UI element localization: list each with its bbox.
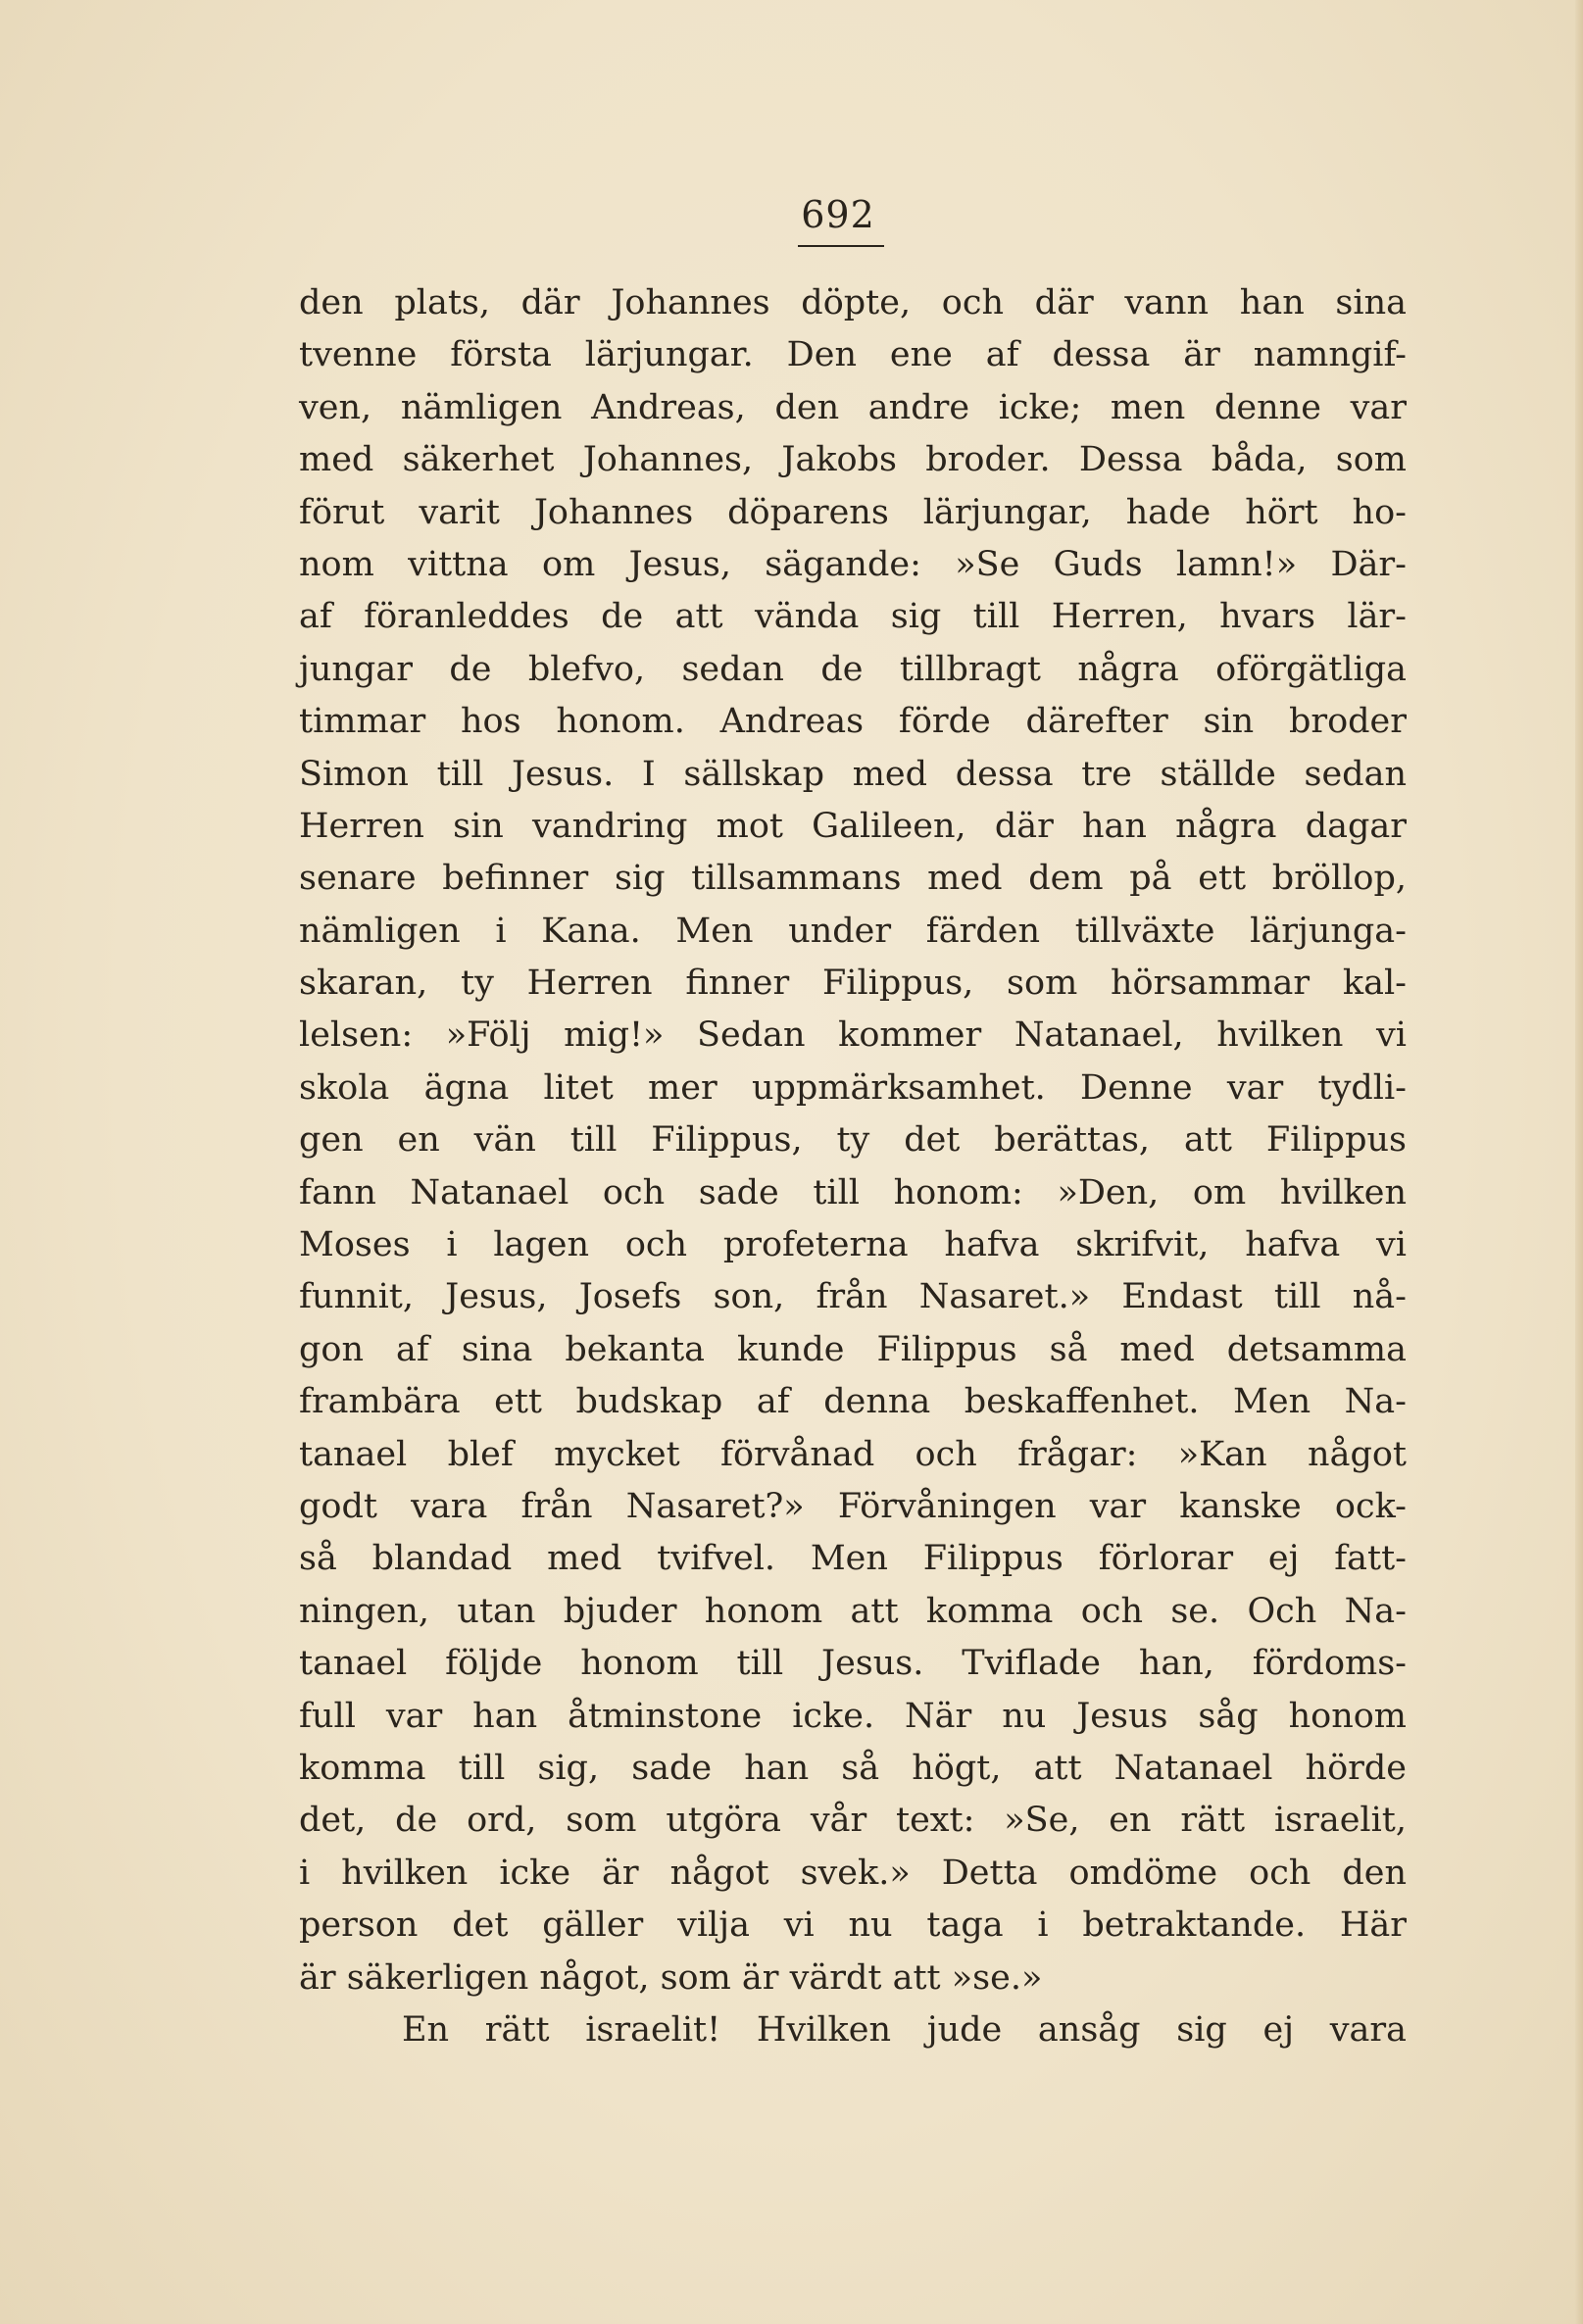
text-line: timmar hos honom. Andreas förde därefter sin broder <box>299 702 1407 742</box>
text-line: tanael blef mycket förvånad och frågar: »Kan något <box>299 1434 1407 1474</box>
text-line: tanael följde honom till Jesus. Tviflade han, fördoms- <box>299 1644 1407 1684</box>
text-line: fann Natanael och sade till honom: »Den, om hvilken <box>299 1172 1407 1212</box>
text-line: är säkerligen något, som är värdt att »se.» <box>299 1957 1043 1998</box>
text-line: af föranleddes de att vända sig till Herren, hvars lär- <box>299 597 1407 637</box>
text-line: tvenne första lärjungar. Den ene af dessa är namngif- <box>299 335 1407 375</box>
text-line: Herren sin vandring mot Galileen, där han några dagar <box>299 806 1407 846</box>
body-text <box>299 277 1407 2056</box>
text-line: jungar de blefvo, sedan de tillbragt några oförgätliga <box>299 649 1407 689</box>
text-line: den plats, där Johannes döpte, och där vann han sina <box>299 283 1407 322</box>
page-edge <box>1575 0 1583 2324</box>
page-number-rule <box>798 245 884 247</box>
text-line: skaran, ty Herren finner Filippus, som hörsammar kal- <box>299 964 1407 1004</box>
text-line: det, de ord, som utgöra vår text: »Se, en rätt israelit, <box>299 1801 1407 1841</box>
text-line: nom vittna om Jesus, sägande: »Se Guds lamn!» Där- <box>299 544 1407 584</box>
text-line: förut varit Johannes döparens lärjungar, hade hört ho- <box>299 492 1407 532</box>
text-line: funnit, Jesus, Josefs son, från Nasaret.» Endast till nå- <box>299 1277 1407 1317</box>
text-line: Moses i lagen och profeterna hafva skrifvit, hafva vi <box>299 1225 1407 1265</box>
page-number: 692 <box>801 193 875 236</box>
text-line: ningen, utan bjuder honom att komma och se. Och Na- <box>299 1591 1407 1631</box>
text-line: frambära ett budskap af denna beskaffenhet. Men Na- <box>299 1382 1407 1422</box>
text-line: så blandad med tvifvel. Men Filippus förlorar ej fatt- <box>299 1539 1407 1579</box>
text-line: person det gäller vilja vi nu taga i betraktande. Här <box>299 1905 1407 1946</box>
text-line: gen en vän till Filippus, ty det berättas, att Filippus <box>299 1120 1407 1161</box>
text-line: senare befinner sig tillsammans med dem på ett bröllop, <box>299 859 1407 899</box>
text-line: ven, nämligen Andreas, den andre icke; men denne var <box>299 387 1407 427</box>
text-line: godt vara från Nasaret?» Förvåningen var kanske ock- <box>299 1486 1407 1526</box>
text-line: med säkerhet Johannes, Jakobs broder. Dessa båda, som <box>299 440 1407 480</box>
text-line: komma till sig, sade han så högt, att Natanael hörde <box>299 1748 1407 1788</box>
text-line: i hvilken icke är något svek.» Detta omdöme och den <box>299 1853 1407 1893</box>
text-line: skola ägna litet mer uppmärksamhet. Denne var tydli- <box>299 1067 1407 1108</box>
text-line: En rätt israelit! Hvilken jude ansåg sig ej vara <box>402 2009 1407 2050</box>
text-line: full var han åtminstone icke. När nu Jesus såg honom <box>299 1696 1407 1736</box>
text-line: lelsen: »Följ mig!» Sedan kommer Natanael, hvilken vi <box>299 1015 1407 1056</box>
text-line: Simon till Jesus. I sällskap med dessa tre ställde sedan <box>299 754 1407 794</box>
text-line: gon af sina bekanta kunde Filippus så med detsamma <box>299 1329 1407 1369</box>
text-line: nämligen i Kana. Men under färden tillväxte lärjunga- <box>299 911 1407 951</box>
